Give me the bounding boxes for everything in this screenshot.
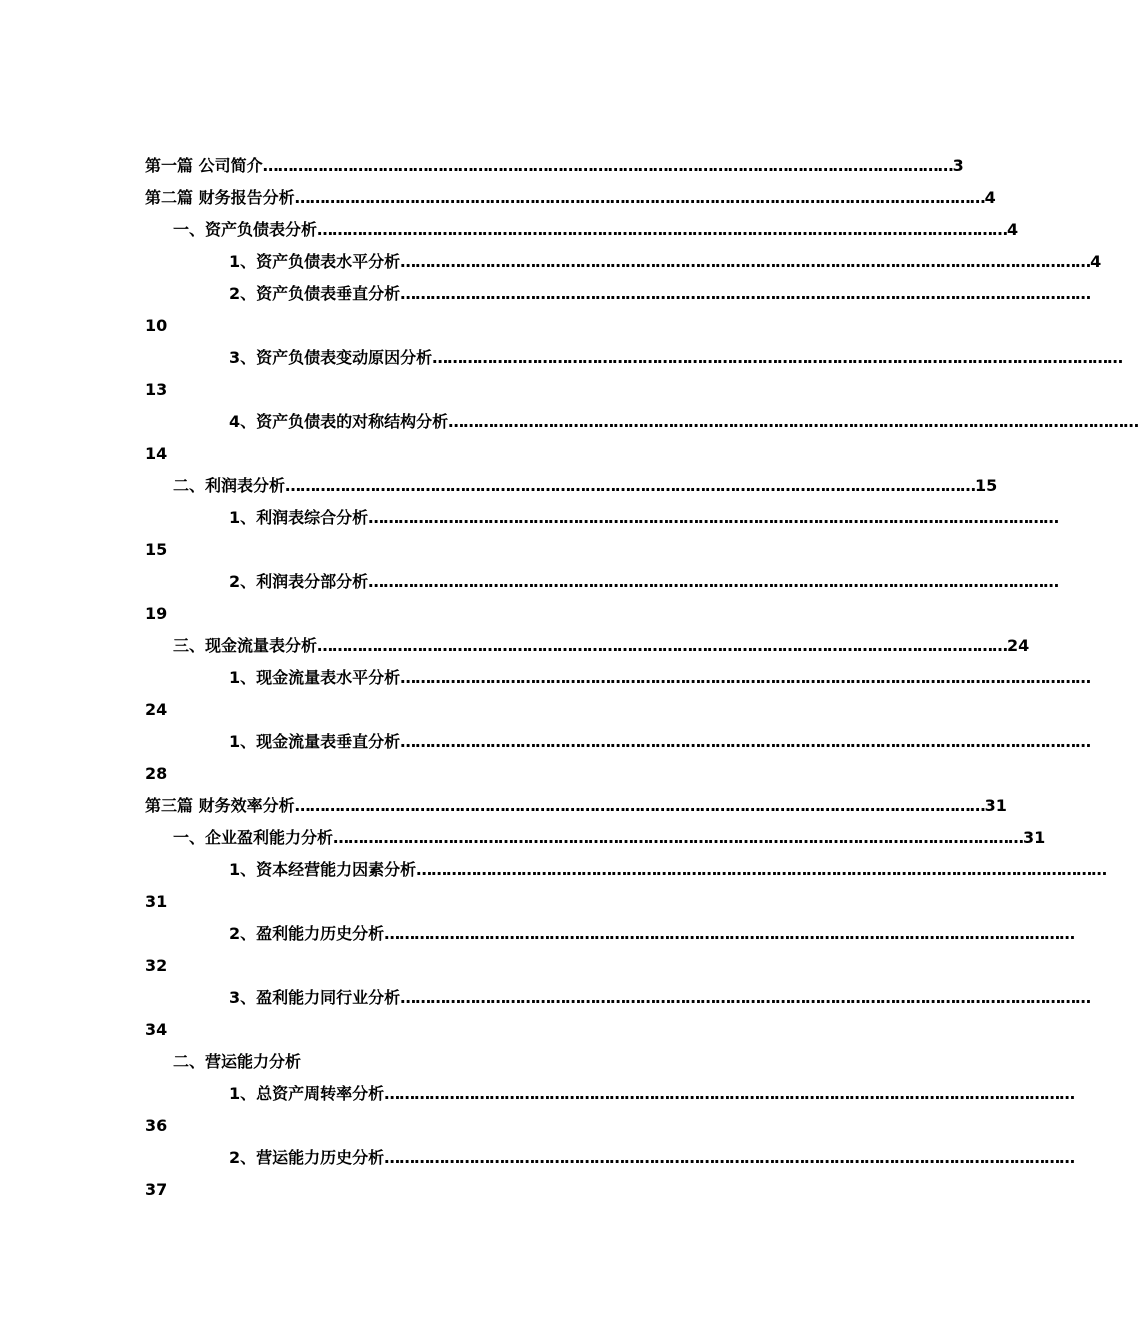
toc-entry[interactable]: [145, 278, 1091, 310]
toc-entry[interactable]: [145, 726, 1091, 758]
toc-page-number: 4: [1090, 252, 1102, 271]
toc-page-number: 37: [145, 1180, 168, 1199]
toc-leader-dots: …………………………………………………………………………………………………………………………: [400, 988, 1091, 1007]
toc-entry[interactable]: [145, 246, 1102, 278]
toc-leader-dots: …………………………………………………………………………………………………………………………: [368, 572, 1059, 591]
toc-entry-label: 一、企业盈利能力分析: [173, 828, 334, 847]
toc-entry[interactable]: [145, 822, 1046, 854]
toc-leader-dots: …………………………………………………………………………………………………………………………: [384, 1084, 1075, 1103]
toc-entry[interactable]: [145, 182, 996, 214]
toc-entry-label: 二、营运能力分析: [173, 1052, 302, 1071]
toc-leader-dots: …………………………………………………………………………………………………………………………: [317, 220, 1008, 239]
toc-entry[interactable]: [145, 1078, 1075, 1110]
toc-entry-label: 2、营运能力历史分析: [229, 1148, 385, 1167]
toc-entry-label: 第二篇 财务报告分析: [145, 188, 295, 207]
toc-entry-label: 二、利润表分析: [173, 476, 286, 495]
toc-page-number: 19: [145, 604, 168, 623]
toc-leader-dots: …………………………………………………………………………………………………………………………: [384, 924, 1075, 943]
toc-leader-dots: …………………………………………………………………………………………………………………………: [432, 348, 1123, 367]
toc-page-number: 36: [145, 1116, 168, 1135]
toc-leader-dots: …………………………………………………………………………………………………………………………: [262, 156, 953, 175]
toc-leader-dots: …………………………………………………………………………………………………………………………: [400, 284, 1091, 303]
toc-page-number: 28: [145, 764, 168, 783]
toc-entry-label: 3、资产负债表变动原因分析: [229, 348, 433, 367]
toc-entry[interactable]: [145, 470, 998, 502]
toc-leader-dots: …………………………………………………………………………………………………………………………: [400, 252, 1091, 271]
toc-entry[interactable]: [145, 790, 1007, 822]
toc-page-number: 31: [984, 796, 1007, 815]
toc-entry[interactable]: [145, 150, 964, 182]
toc-entry-label: 2、利润表分部分析: [229, 572, 369, 591]
toc-page-number: 13: [145, 380, 168, 399]
toc-leader-dots: …………………………………………………………………………………………………………………………: [416, 860, 1107, 879]
toc-entry[interactable]: [145, 918, 1075, 950]
toc-entry-label: 一、资产负债表分析: [173, 220, 318, 239]
toc-leader-dots: …………………………………………………………………………………………………………………………: [294, 188, 985, 207]
toc-entry[interactable]: [145, 566, 1059, 598]
toc-leader-dots: …………………………………………………………………………………………………………………………: [400, 732, 1091, 751]
toc-entry-label: 1、资本经营能力因素分析: [229, 860, 417, 879]
toc-page-number: 31: [145, 892, 168, 911]
toc-leader-dots: …………………………………………………………………………………………………………………………: [400, 668, 1091, 687]
toc-entry[interactable]: [145, 342, 1123, 374]
toc-entry-label: 3、盈利能力同行业分析: [229, 988, 401, 1007]
toc-entry-label: 4、资产负债表的对称结构分析: [229, 412, 449, 431]
toc-entry-label: 第三篇 财务效率分析: [145, 796, 295, 815]
toc-page-number: 4: [1007, 220, 1019, 239]
toc-entry-label: 1、总资产周转率分析: [229, 1084, 385, 1103]
toc-entry[interactable]: [145, 854, 1107, 886]
toc-entry-label: 1、现金流量表水平分析: [229, 668, 401, 687]
toc-entry-label: 1、利润表综合分析: [229, 508, 369, 527]
toc-entry[interactable]: [145, 406, 1138, 438]
toc-entry-label: 第一篇 公司简介: [145, 156, 263, 175]
toc-leader-dots: …………………………………………………………………………………………………………………………: [384, 1148, 1075, 1167]
toc-entry[interactable]: [145, 1142, 1075, 1174]
toc-page-number: 32: [145, 956, 168, 975]
toc-page-number: 3: [952, 156, 964, 175]
toc-page-number: 24: [1007, 636, 1030, 655]
toc-entry-label: 2、资产负债表垂直分析: [229, 284, 401, 303]
toc-page-number: 31: [1023, 828, 1046, 847]
toc-leader-dots: …………………………………………………………………………………………………………………………: [317, 636, 1008, 655]
toc-leader-dots: …………………………………………………………………………………………………………………………: [294, 796, 985, 815]
toc-entry-label: 1、现金流量表垂直分析: [229, 732, 401, 751]
toc-page-number: 15: [975, 476, 998, 495]
toc-entry[interactable]: [145, 982, 1091, 1014]
toc-leader-dots: …………………………………………………………………………………………………………………………: [285, 476, 976, 495]
toc-page-number: 24: [145, 700, 168, 719]
toc-entry[interactable]: [145, 662, 1091, 694]
toc-page-number: 15: [145, 540, 168, 559]
toc-leader-dots: …………………………………………………………………………………………………………………………: [368, 508, 1059, 527]
toc-entry-label: 1、资产负债表水平分析: [229, 252, 401, 271]
toc-entry[interactable]: [145, 214, 1019, 246]
toc-entry-label: 三、现金流量表分析: [173, 636, 318, 655]
table-of-contents: [145, 150, 1138, 1206]
toc-leader-dots: …………………………………………………………………………………………………………………………: [333, 828, 1024, 847]
toc-entry[interactable]: [145, 630, 1030, 662]
toc-page-number: 10: [145, 316, 168, 335]
toc-entry-label: 2、盈利能力历史分析: [229, 924, 385, 943]
toc-leader-dots: …………………………………………………………………………………………………………………………: [448, 412, 1138, 431]
toc-page-number: 4: [984, 188, 996, 207]
toc-entry[interactable]: [145, 1046, 805, 1078]
toc-page-number: 14: [145, 444, 168, 463]
toc-entry[interactable]: [145, 502, 1059, 534]
toc-page-number: 34: [145, 1020, 168, 1039]
